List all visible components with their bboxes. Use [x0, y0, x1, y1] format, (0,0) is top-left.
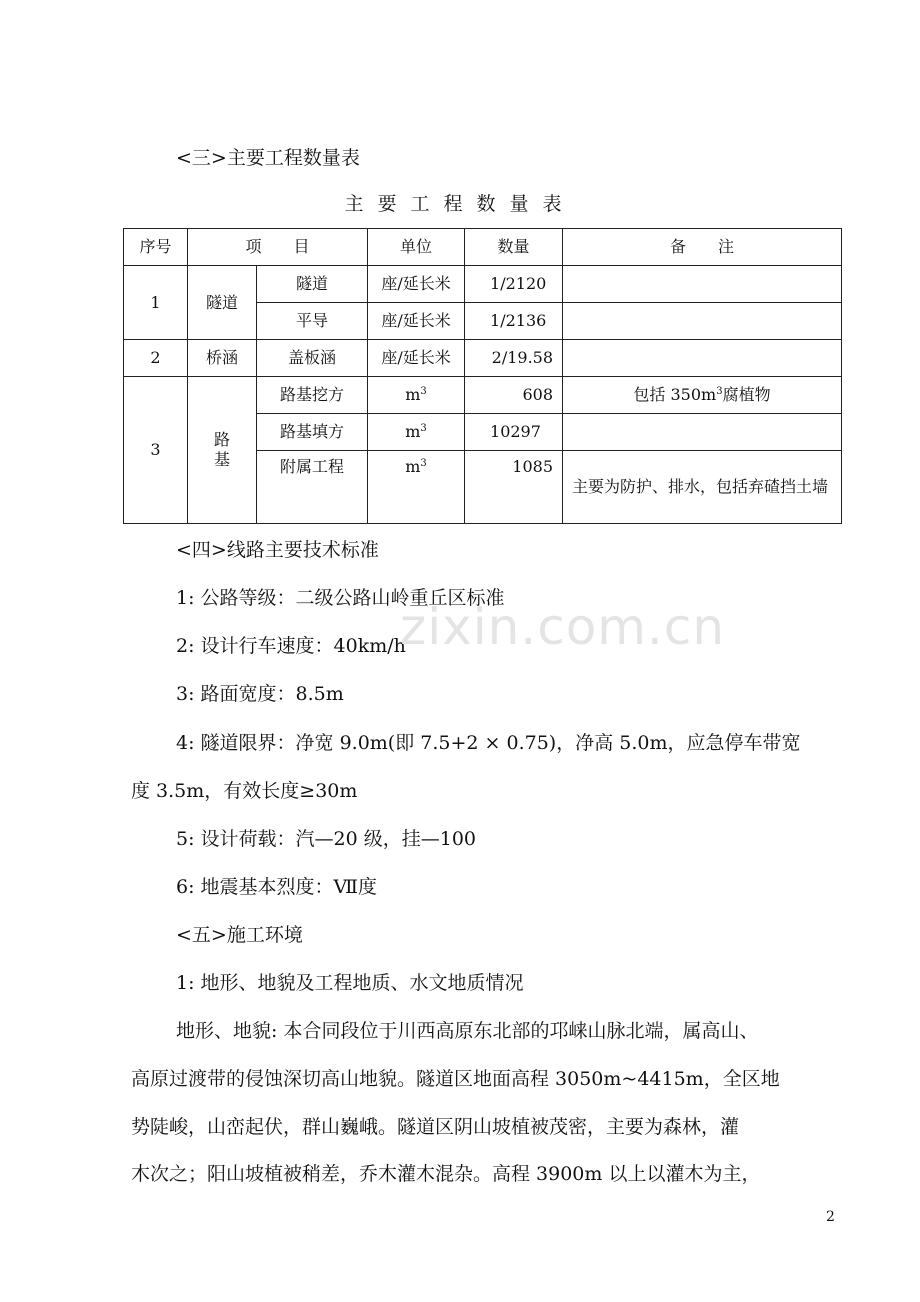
row-unit: $m^3$ [368, 451, 465, 524]
row-subitem: 平导 [257, 303, 368, 340]
table-title: 主要工程数量表 [344, 193, 576, 215]
table-header-row [124, 229, 842, 266]
header-no: 序号 [124, 229, 188, 266]
row-unit: 座/延长米 [368, 303, 465, 340]
standard-item: 5: 设计荷载：汽—20 级，挂—100 [176, 828, 477, 850]
row-no: 3 [124, 377, 188, 524]
standard-item: 6: 地震基本烈度：Ⅶ度 [176, 876, 378, 898]
section-3-heading: <三>主要工程数量表 [176, 147, 360, 169]
row-qty: 2/19.58 [465, 340, 563, 377]
row-no: 1 [124, 266, 188, 340]
row-subitem: 隧道 [257, 266, 368, 303]
row-qty: 1/2120 [465, 266, 563, 303]
row-unit: 座/延长米 [368, 266, 465, 303]
category-char: 基 [213, 450, 230, 469]
row-remark: 主要为防护、排水，包括弃碴挡土墙 [563, 451, 842, 524]
section-4-heading: <四>线路主要技术标准 [176, 539, 379, 561]
quantity-table [123, 228, 842, 524]
row-category: 桥涵 [188, 340, 257, 377]
header-item: 项 目 [188, 229, 368, 266]
row-no: 2 [124, 340, 188, 377]
row-unit: $m^3$ [368, 414, 465, 451]
standard-item: 2: 设计行车速度：40km/h [176, 635, 406, 657]
row-category: 隧道 [188, 266, 257, 340]
category-char: 路 [213, 430, 230, 449]
row-subitem: 盖板涵 [257, 340, 368, 377]
paragraph-line: 地形、地貌: 本合同段位于川西高原东北部的邛崃山脉北端，属高山、 [176, 1020, 759, 1042]
row-qty: 1/2136 [465, 303, 563, 340]
paragraph-line: 高原过渡带的侵蚀深切高山地貌。隧道区地面高程 3050m~4415m，全区地 [131, 1068, 780, 1090]
header-remark: 备 注 [563, 229, 842, 266]
section-5-heading: <五>施工环境 [176, 924, 303, 946]
row-qty: 10297 [465, 414, 563, 451]
paragraph-line: 势陡峻，山峦起伏，群山巍峨。隧道区阴山坡植被茂密，主要为森林，灌 [131, 1116, 740, 1138]
environment-item: 1: 地形、地貌及工程地质、水文地质情况 [176, 972, 524, 994]
standard-item: 1: 公路等级：二级公路山岭重丘区标准 [176, 587, 505, 609]
row-qty: 608 [465, 377, 563, 414]
row-unit: $m^3$ [368, 377, 465, 414]
standard-item: 3: 路面宽度：8.5m [176, 683, 344, 705]
header-unit: 单位 [368, 229, 465, 266]
row-remark [563, 414, 842, 451]
paragraph-line: 木次之；阳山坡植被稍差，乔木灌木混杂。高程 3900m 以上以灌木为主， [131, 1163, 761, 1185]
row-category [188, 377, 257, 524]
table-row [124, 266, 842, 303]
row-remark [563, 340, 842, 377]
row-remark: 包括 $350m^3$腐植物 [563, 377, 842, 414]
page-number: 2 [826, 1209, 835, 1225]
row-subitem: 路基挖方 [257, 377, 368, 414]
row-subitem: 路基填方 [257, 414, 368, 451]
watermark: zixin.com.cn [400, 598, 726, 656]
standard-item-continuation: 度 3.5m，有效长度≥30m [131, 780, 358, 802]
standard-item: 4: 隧道限界：净宽 9.0m(即 7.5+2 × 0.75)，净高 5.0m，应急停车带宽 [176, 732, 801, 754]
row-remark [563, 266, 842, 303]
row-unit: 座/延长米 [368, 340, 465, 377]
header-qty: 数量 [465, 229, 563, 266]
row-subitem: 附属工程 [257, 451, 368, 524]
row-remark [563, 303, 842, 340]
table-row [124, 340, 842, 377]
row-qty: 1085 [465, 451, 563, 524]
table-row [124, 377, 842, 414]
